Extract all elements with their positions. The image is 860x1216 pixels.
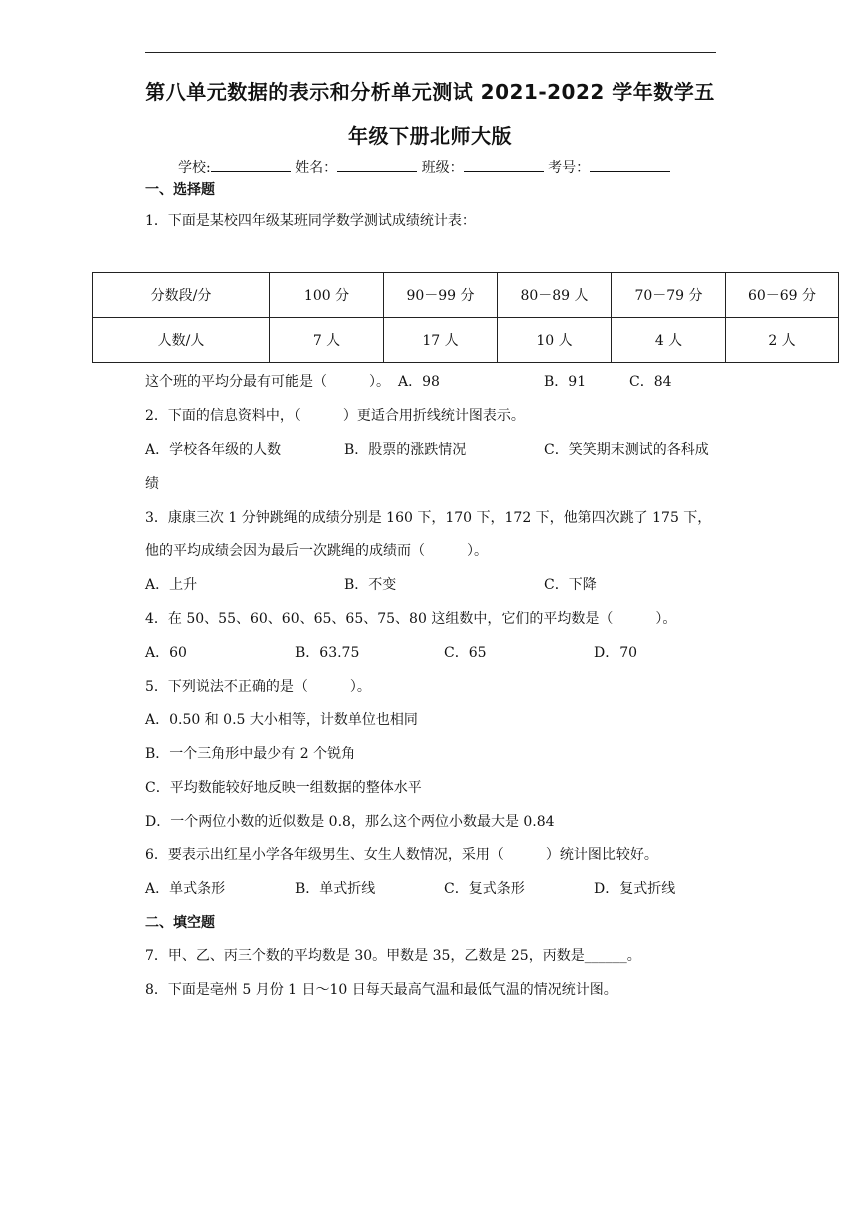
q1-question: 这个班的平均分最有可能是（ ）。 [145,374,390,390]
header-rule [145,52,716,53]
table-cell: 100 分 [270,273,384,318]
table-cell: 60－69 分 [726,273,839,318]
q2-option-c[interactable]: C．笑笑期末测试的各科成 [544,442,709,458]
table-row [93,318,839,363]
q5-option-d[interactable]: D．一个两位小数的近似数是 0.8，那么这个两位小数最大是 0.84 [145,814,555,830]
table-cell: 分数段/分 [93,273,270,318]
q6-stem: 6．要表示出红星小学各年级男生、女生人数情况，采用（ ）统计图比较好。 [145,847,658,863]
q2-option-b[interactable]: B．股票的涨跌情况 [344,442,467,458]
name-blank[interactable] [337,157,417,172]
q3-stem-line2: 他的平均成绩会因为最后一次跳绳的成绩而（ ）。 [145,543,488,559]
page-title-line1: 第八单元数据的表示和分析单元测试 2021-2022 学年数学五 [145,80,715,104]
q2-option-c-wrap: 绩 [145,476,159,492]
q4-option-b[interactable]: B．63.75 [295,645,360,661]
section-heading-fill: 二、填空题 [145,915,215,931]
school-blank[interactable] [211,157,291,172]
page-title-line2: 年级下册北师大版 [348,124,512,148]
table-row [93,273,839,318]
q2-stem: 2．下面的信息资料中，（ ）更适合用折线统计图表示。 [145,408,525,424]
q4-option-c[interactable]: C．65 [444,645,487,661]
q5-option-a[interactable]: A．0.50 和 0.5 大小相等，计数单位也相同 [145,712,418,728]
class-blank[interactable] [464,157,544,172]
q1-option-c[interactable]: C．84 [629,374,672,390]
class-label: 班级： [421,160,464,176]
q5-stem: 5．下列说法不正确的是（ ）。 [145,679,371,695]
table-cell: 7 人 [270,318,384,363]
q7-stem: 7．甲、乙、丙三个数的平均数是 30。甲数是 35，乙数是 25，丙数是______。 [145,948,641,964]
score-table [92,272,839,363]
q6-option-d[interactable]: D．复式折线 [594,881,676,897]
table-cell: 人数/人 [93,318,270,363]
table-cell: 4 人 [612,318,726,363]
name-label: 姓名： [295,160,338,176]
q4-option-a[interactable]: A．60 [145,645,187,661]
exam-no-blank[interactable] [590,157,670,172]
q5-option-c[interactable]: C．平均数能较好地反映一组数据的整体水平 [145,780,422,796]
q4-stem: 4．在 50、55、60、60、65、65、75、80 这组数中，它们的平均数是（ ）。 [145,611,677,627]
school-label: 学校: [178,160,211,176]
table-cell: 10 人 [498,318,612,363]
q2-option-a[interactable]: A．学校各年级的人数 [145,442,282,458]
q4-option-d[interactable]: D．70 [594,645,638,661]
q6-option-b[interactable]: B．单式折线 [295,881,376,897]
q6-option-a[interactable]: A．单式条形 [145,881,226,897]
q1-stem: 1．下面是某校四年级某班同学数学测试成绩统计表： [145,213,476,229]
q3-option-a[interactable]: A．上升 [145,577,198,593]
q3-option-c[interactable]: C．下降 [544,577,597,593]
table-cell: 90－99 分 [384,273,498,318]
q8-stem: 8．下面是亳州 5 月份 1 日～10 日每天最高气温和最低气温的情况统计图。 [145,982,618,998]
table-cell: 80－89 人 [498,273,612,318]
student-info-row [178,157,670,178]
q5-option-b[interactable]: B．一个三角形中最少有 2 个锐角 [145,746,356,762]
q1-option-b[interactable]: B．91 [544,374,587,390]
q1-option-a[interactable]: A．98 [398,374,440,390]
table-cell: 2 人 [726,318,839,363]
q6-option-c[interactable]: C．复式条形 [444,881,525,897]
q3-stem-line1: 3．康康三次 1 分钟跳绳的成绩分别是 160 下，170 下，172 下，他第四次跳了 175 下， [145,510,712,526]
table-cell: 70－79 分 [612,273,726,318]
q3-option-b[interactable]: B．不变 [344,577,397,593]
table-cell: 17 人 [384,318,498,363]
exam-no-label: 考号： [548,160,591,176]
section-heading-choice: 一、选择题 [145,182,215,198]
